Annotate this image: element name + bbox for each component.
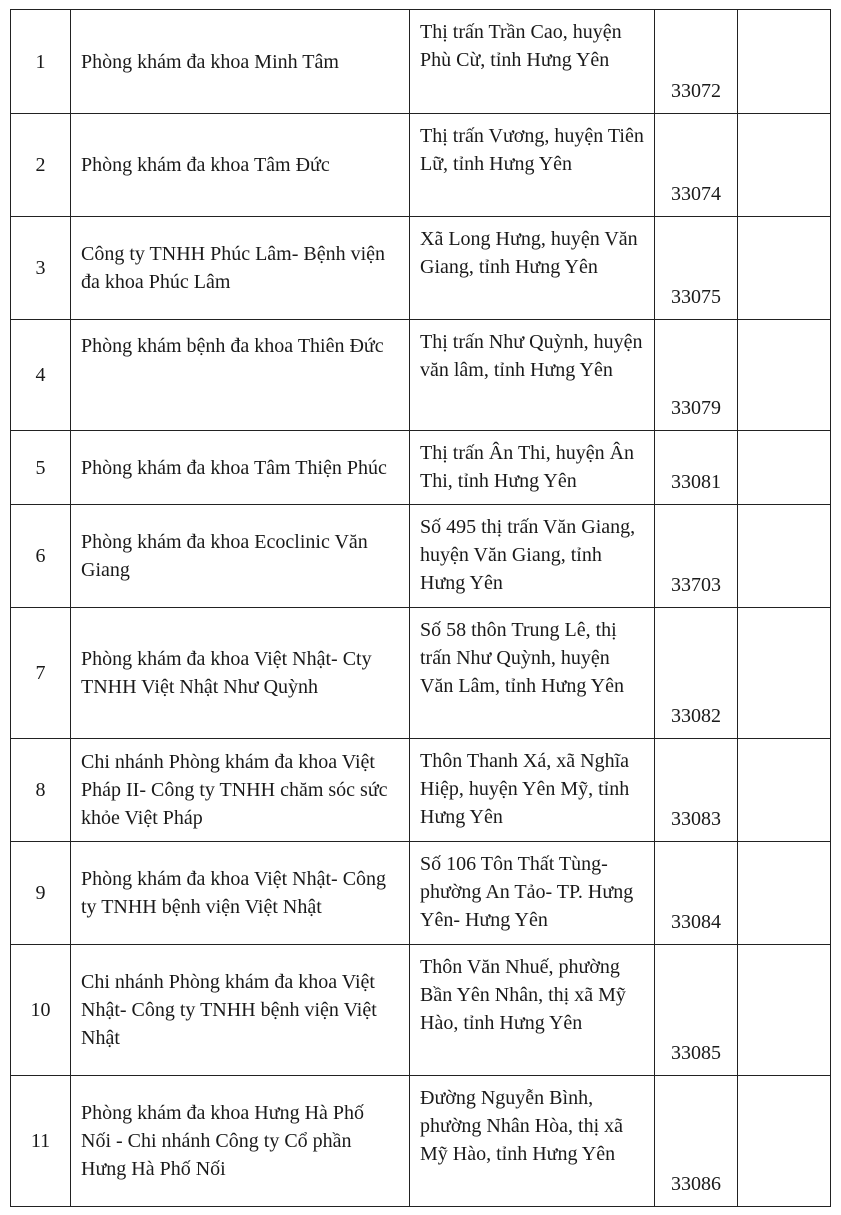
facility-name: Phòng khám bệnh đa khoa Thiên Đức [71, 320, 410, 431]
facility-code: 33083 [655, 739, 738, 842]
facility-name: Phòng khám đa khoa Tâm Thiện Phúc [71, 431, 410, 505]
facility-name: Phòng khám đa khoa Tâm Đức [71, 114, 410, 217]
facility-code: 33084 [655, 842, 738, 945]
row-number: 11 [11, 1076, 71, 1207]
empty-cell [738, 431, 831, 505]
table-row [11, 739, 831, 842]
empty-cell [738, 10, 831, 114]
empty-cell [738, 1076, 831, 1207]
facility-address: Số 495 thị trấn Văn Giang, huyện Văn Giang, tỉnh Hưng Yên [410, 505, 655, 608]
facility-code: 33074 [655, 114, 738, 217]
facility-address: Thị trấn Trần Cao, huyện Phù Cừ, tỉnh Hưng Yên [410, 10, 655, 114]
facility-name: Phòng khám đa khoa Hưng Hà Phố Nối - Chi nhánh Công ty Cổ phần Hưng Hà Phố Nối [71, 1076, 410, 1207]
facility-name: Chi nhánh Phòng khám đa khoa Việt Pháp II- Công ty TNHH chăm sóc sức khỏe Việt Pháp [71, 739, 410, 842]
facility-code: 33703 [655, 505, 738, 608]
facility-address: Số 58 thôn Trung Lê, thị trấn Như Quỳnh, huyện Văn Lâm, tỉnh Hưng Yên [410, 608, 655, 739]
row-number: 8 [11, 739, 71, 842]
table-row [11, 1076, 831, 1207]
table-row [11, 217, 831, 320]
table-row [11, 10, 831, 114]
table-row [11, 114, 831, 217]
facility-code: 33085 [655, 945, 738, 1076]
facility-address: Đường Nguyễn Bình, phường Nhân Hòa, thị xã Mỹ Hào, tỉnh Hưng Yên [410, 1076, 655, 1207]
facility-address: Thôn Văn Nhuế, phường Bần Yên Nhân, thị xã Mỹ Hào, tỉnh Hưng Yên [410, 945, 655, 1076]
empty-cell [738, 114, 831, 217]
table-row [11, 431, 831, 505]
facility-address: Thôn Thanh Xá, xã Nghĩa Hiệp, huyện Yên Mỹ, tỉnh Hưng Yên [410, 739, 655, 842]
empty-cell [738, 320, 831, 431]
facility-address: Số 106 Tôn Thất Tùng- phường An Tảo- TP. Hưng Yên- Hưng Yên [410, 842, 655, 945]
facility-code: 33081 [655, 431, 738, 505]
facility-address: Thị trấn Vương, huyện Tiên Lữ, tỉnh Hưng Yên [410, 114, 655, 217]
facility-name: Phòng khám đa khoa Minh Tâm [71, 10, 410, 114]
empty-cell [738, 739, 831, 842]
facility-name: Chi nhánh Phòng khám đa khoa Việt Nhật- Công ty TNHH bệnh viện Việt Nhật [71, 945, 410, 1076]
row-number: 3 [11, 217, 71, 320]
row-number: 7 [11, 608, 71, 739]
facility-code: 33079 [655, 320, 738, 431]
row-number: 9 [11, 842, 71, 945]
table-row [11, 608, 831, 739]
facility-code: 33086 [655, 1076, 738, 1207]
facility-code: 33072 [655, 10, 738, 114]
row-number: 5 [11, 431, 71, 505]
facility-address: Thị trấn Như Quỳnh, huyện văn lâm, tỉnh Hưng Yên [410, 320, 655, 431]
facility-name: Phòng khám đa khoa Ecoclinic Văn Giang [71, 505, 410, 608]
table-row [11, 320, 831, 431]
empty-cell [738, 505, 831, 608]
facility-name: Phòng khám đa khoa Việt Nhật- Cty TNHH Việt Nhật Như Quỳnh [71, 608, 410, 739]
row-number: 1 [11, 10, 71, 114]
row-number: 4 [11, 320, 71, 431]
row-number: 2 [11, 114, 71, 217]
facility-address: Xã Long Hưng, huyện Văn Giang, tỉnh Hưng Yên [410, 217, 655, 320]
empty-cell [738, 842, 831, 945]
table-row [11, 842, 831, 945]
table-row [11, 505, 831, 608]
facility-address: Thị trấn Ân Thi, huyện Ân Thi, tỉnh Hưng Yên [410, 431, 655, 505]
table-row [11, 945, 831, 1076]
empty-cell [738, 608, 831, 739]
facility-code: 33082 [655, 608, 738, 739]
row-number: 6 [11, 505, 71, 608]
facility-name: Công ty TNHH Phúc Lâm- Bệnh viện đa khoa Phúc Lâm [71, 217, 410, 320]
facility-code: 33075 [655, 217, 738, 320]
facility-table [10, 9, 831, 1207]
facility-name: Phòng khám đa khoa Việt Nhật- Công ty TNHH bệnh viện Việt Nhật [71, 842, 410, 945]
empty-cell [738, 217, 831, 320]
empty-cell [738, 945, 831, 1076]
row-number: 10 [11, 945, 71, 1076]
